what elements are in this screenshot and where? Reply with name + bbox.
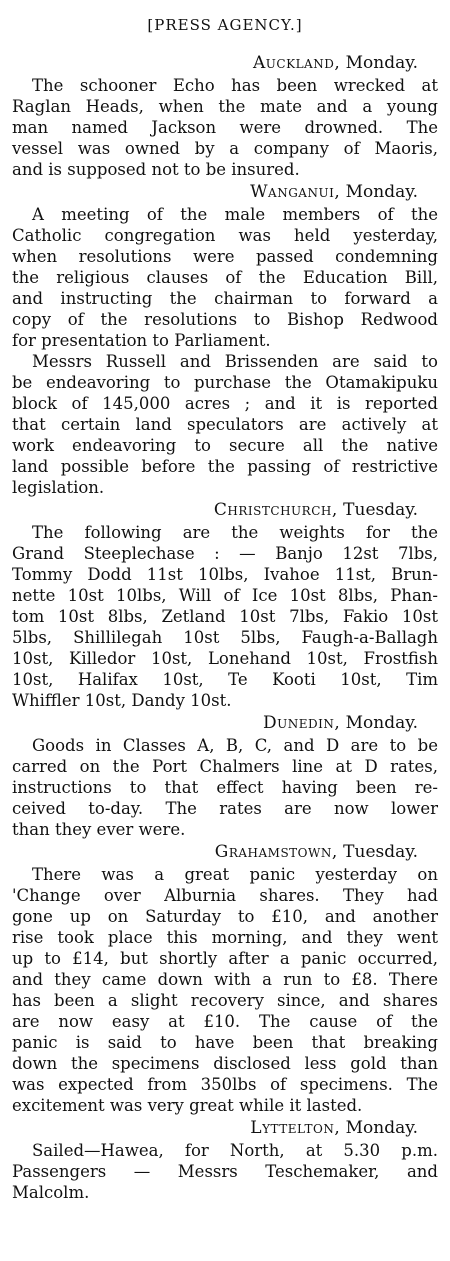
text-line: A meeting of the male members of the [32, 205, 438, 224]
dateline-place: Dunedin, [262, 713, 341, 733]
text-line: ceived to-day. The rates are now lower [12, 799, 438, 818]
dateline-day: Tuesday. [337, 500, 418, 520]
text-line: Sailed—Hawea, for North, at 5.30 p.m. [32, 1141, 438, 1160]
article-paragraph [12, 351, 438, 498]
text-line: The schooner Echo has been wrecked at [32, 76, 438, 95]
text-line: land possible before the passing of restrictive [12, 457, 438, 476]
dateline-day: Monday. [340, 1118, 418, 1138]
text-line: has been a slight recovery since, and shares [12, 991, 438, 1010]
text-line: instructions to that effect having been re- [12, 778, 438, 797]
text-line: rise took place this morning, and they went [12, 928, 438, 947]
text-line: Tommy Dodd 11st 10lbs, Ivahoe 11st, Brun- [12, 565, 438, 584]
text-line: 10st, Halifax 10st, Te Kooti 10st, Tim [12, 670, 438, 689]
dateline [12, 840, 438, 864]
text-line: tom 10st 8lbs, Zetland 10st 7lbs, Fakio 10st [12, 607, 438, 626]
text-line: 'Change over Alburnia shares. They had [12, 886, 438, 905]
text-line: Whiffler 10st, Dandy 10st. [12, 691, 232, 710]
text-line: the religious clauses of the Education Bill, [12, 268, 438, 287]
text-line: Grand Steeplechase : — Banjo 12st 7lbs, [12, 544, 438, 563]
dateline-day: Monday. [340, 182, 418, 202]
dateline-place: Auckland, [253, 53, 341, 73]
article-paragraph [12, 75, 438, 180]
dateline [12, 711, 438, 735]
agency-header: [PRESS AGENCY.] [147, 16, 303, 34]
dateline [12, 498, 438, 522]
text-line: excitement was very great while it lasted. [12, 1096, 363, 1115]
text-line: and is supposed not to be insured. [12, 160, 300, 179]
dateline-place: Christchurch, [213, 500, 338, 520]
text-line: are now easy at £10. The cause of the [12, 1012, 438, 1031]
text-line: down the specimens disclosed less gold than [12, 1054, 438, 1073]
dateline-day: Tuesday. [337, 842, 418, 862]
dateline-place: Lyttelton, [250, 1118, 341, 1138]
text-line: when resolutions were passed condemning [12, 247, 438, 266]
text-line: gone up on Saturday to £10, and another [12, 907, 438, 926]
article-paragraph [12, 204, 438, 351]
text-line: Messrs Russell and Brissenden are said to [32, 352, 438, 371]
text-line: for presentation to Parliament. [12, 331, 271, 350]
text-line: vessel was owned by a company of Maoris, [12, 139, 438, 158]
text-line: legislation. [12, 478, 105, 497]
dateline-place: Grahamstown, [214, 842, 338, 862]
dateline [12, 180, 438, 204]
text-line: copy of the resolutions to Bishop Redwood [12, 310, 438, 329]
text-line: Goods in Classes A, B, C, and D are to be [32, 736, 438, 755]
article-paragraph [12, 735, 438, 840]
dateline [12, 51, 438, 75]
text-line: and they came down with a run to £8. There [12, 970, 438, 989]
dateline-place: Wanganui, [250, 182, 341, 202]
dateline-day: Monday. [340, 713, 418, 733]
text-line: Catholic congregation was held yesterday, [12, 226, 438, 245]
text-line: 5lbs, Shillilegah 10st 5lbs, Faugh-a-Ballagh [12, 628, 438, 647]
text-line: was expected from 350lbs of specimens. The [12, 1075, 438, 1094]
article-paragraph [12, 522, 438, 711]
text-line: work endeavoring to secure all the native [12, 436, 438, 455]
text-line: nette 10st 10lbs, Will of Ice 10st 8lbs, Phan- [12, 586, 438, 605]
text-line: 10st, Killedor 10st, Lonehand 10st, Frostfish [12, 649, 438, 668]
text-line: than they ever were. [12, 820, 186, 839]
text-line: man named Jackson were drowned. The [12, 118, 438, 137]
text-line: up to £14, but shortly after a panic occurred, [12, 949, 438, 968]
text-line: The following are the weights for the [32, 523, 438, 542]
text-line: Passengers — Messrs Teschemaker, and [12, 1162, 438, 1181]
dateline [12, 1116, 438, 1140]
text-line: carred on the Port Chalmers line at D rates, [12, 757, 438, 776]
text-line: panic is said to have been that breaking [12, 1033, 438, 1052]
text-line: and instructing the chairman to forward a [12, 289, 438, 308]
text-line: There was a great panic yesterday on [32, 865, 438, 884]
dateline-day: Monday. [340, 53, 418, 73]
text-line: Malcolm. [12, 1183, 90, 1202]
text-line: Raglan Heads, when the mate and a young [12, 97, 438, 116]
dispatch-list [12, 51, 438, 1203]
text-line: be endeavoring to purchase the Otamakipuku [12, 373, 438, 392]
text-line: that certain land speculators are actively at [12, 415, 438, 434]
text-line: block of 145,000 acres ; and it is reported [12, 394, 438, 413]
article-paragraph [12, 1140, 438, 1203]
article-paragraph [12, 864, 438, 1116]
